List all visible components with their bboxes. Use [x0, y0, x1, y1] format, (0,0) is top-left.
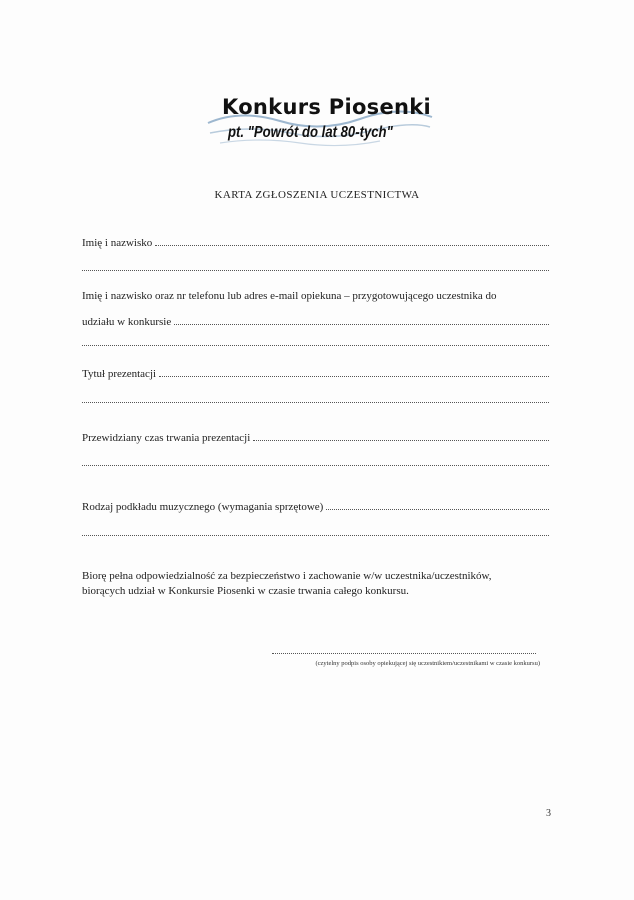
guardian-extra-line[interactable]: [82, 345, 549, 346]
backing-track-dotted-line: [326, 509, 549, 510]
presentation-title-field[interactable]: [82, 364, 549, 380]
guardian-label-line1: Imię i nazwisko oraz nr telefonu lub adres e-mail opiekuna – przygotowującego uczestnika do: [82, 290, 497, 302]
duration-dotted-line: [253, 440, 549, 441]
form-heading: KARTA ZGŁOSZENIA UCZESTNICTWA: [214, 189, 420, 201]
page-number: 3: [546, 808, 551, 819]
name-field[interactable]: [82, 233, 549, 249]
signature-caption: (czytelny podpis osoby opiekującej się uczestnikiem/uczestnikami w czasie konkursu): [315, 660, 540, 667]
responsibility-statement: [82, 569, 562, 599]
name-label: Imię i nazwisko: [82, 237, 153, 249]
duration-field[interactable]: [82, 428, 549, 444]
contest-logo: [200, 95, 440, 165]
guardian-field[interactable]: [82, 312, 549, 328]
presentation-title-extra-line[interactable]: [82, 402, 549, 403]
contest-title: Konkurs Piosenki: [222, 95, 432, 119]
guardian-dotted-line: [174, 324, 549, 325]
name-extra-line[interactable]: [82, 270, 549, 271]
statement-line1: Biorę pełna odpowiedzialność za bezpieczeństwo i zachowanie w/w uczestnika/uczestników,: [82, 570, 492, 582]
backing-track-extra-line[interactable]: [82, 535, 549, 536]
backing-track-label: Rodzaj podkładu muzycznego (wymagania sprzętowe): [82, 501, 324, 513]
duration-extra-line[interactable]: [82, 465, 549, 466]
statement-line2: biorących udział w Konkursie Piosenki w czasie trwania całego konkursu.: [82, 585, 409, 597]
name-dotted-line: [155, 245, 549, 246]
contest-subtitle: pt. "Powrót do lat 80-tych": [228, 124, 393, 141]
presentation-title-dotted-line: [159, 376, 549, 377]
duration-label: Przewidziany czas trwania prezentacji: [82, 432, 251, 444]
backing-track-field[interactable]: [82, 497, 549, 513]
signature-line[interactable]: [272, 653, 536, 654]
presentation-title-label: Tytuł prezentacji: [82, 368, 157, 380]
guardian-label-line2: udziału w konkursie: [82, 316, 172, 328]
